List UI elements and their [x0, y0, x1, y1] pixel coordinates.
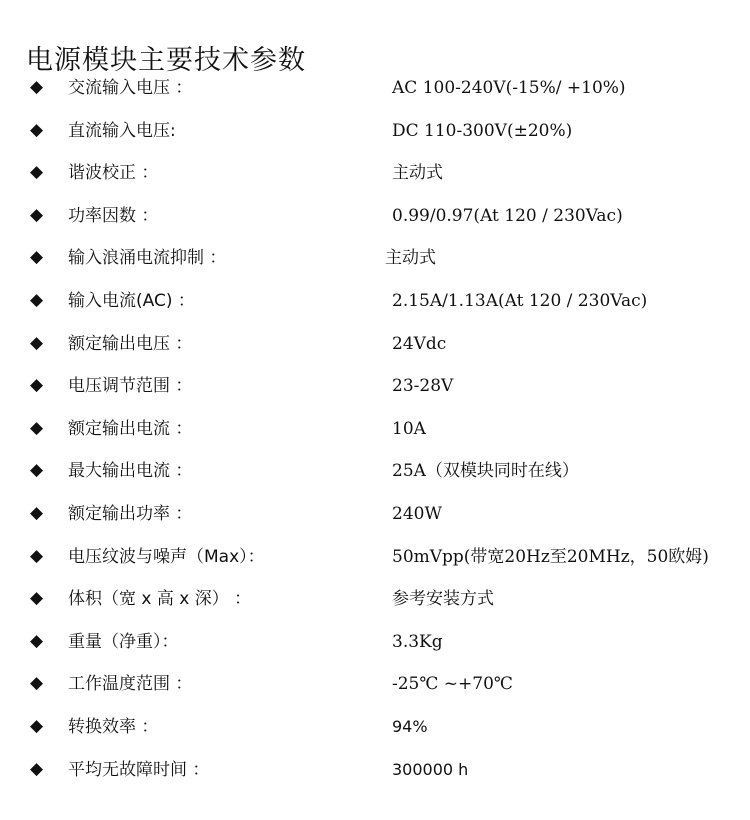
spec-label: 工作温度范围 ：	[68, 674, 193, 695]
diamond-bullet-icon: ◆	[30, 375, 44, 396]
spec-row	[0, 279, 750, 322]
spec-row	[0, 194, 750, 237]
spec-value: 主动式	[385, 248, 436, 269]
spec-label: 体积（宽 x 高 x 深） ：	[68, 589, 252, 610]
spec-value: 主动式	[392, 163, 443, 184]
spec-row	[0, 577, 750, 620]
diamond-bullet-icon: ◆	[30, 77, 44, 97]
spec-row	[0, 66, 750, 109]
spec-label: 电压调节范围 ：	[68, 376, 193, 397]
spec-label: 输入浪涌电流抑制 ：	[68, 248, 227, 269]
spec-value: AC 100-240V(-15%/ +10%)	[392, 78, 626, 98]
spec-row	[0, 748, 750, 791]
diamond-bullet-icon: ◆	[30, 630, 44, 651]
spec-label: 直流输入电压:	[68, 120, 176, 141]
page-title: 电源模块主要技术参数	[26, 45, 306, 77]
spec-value: 2.15A/1.13A(At 120 / 230Vac)	[392, 290, 648, 311]
spec-value: 25A（双模块同时在线）	[392, 461, 579, 482]
spec-value: 3.3Kg	[392, 631, 443, 652]
spec-value: 10A	[392, 418, 426, 439]
diamond-bullet-icon: ◆	[30, 715, 44, 736]
spec-label: 电压纹波与噪声（Max）：	[68, 546, 265, 567]
spec-label: 最大输出电流 ：	[68, 461, 193, 482]
spec-value: -25℃ ~+70℃	[392, 674, 513, 695]
spec-row	[0, 236, 750, 279]
diamond-bullet-icon: ◆	[30, 545, 44, 566]
spec-label: 额定输出电压 ：	[68, 333, 193, 354]
diamond-bullet-icon: ◆	[30, 247, 44, 268]
spec-value: DC 110-300V(±20%)	[392, 120, 573, 141]
spec-value: 94%	[392, 716, 428, 736]
spec-row	[0, 705, 750, 748]
spec-row	[0, 364, 750, 407]
spec-list	[0, 66, 750, 790]
spec-row	[0, 109, 750, 152]
diamond-bullet-icon: ◆	[30, 332, 44, 353]
spec-label: 交流输入电压 ：	[68, 78, 193, 98]
spec-row	[0, 662, 750, 705]
spec-label: 转换效率 ：	[68, 716, 159, 737]
diamond-bullet-icon: ◆	[30, 673, 44, 694]
spec-row	[0, 492, 750, 535]
diamond-bullet-icon: ◆	[30, 502, 44, 523]
spec-row	[0, 620, 750, 663]
diamond-bullet-icon: ◆	[30, 204, 44, 225]
spec-label: 额定输出电流 ：	[68, 418, 193, 439]
diamond-bullet-icon: ◆	[30, 460, 44, 481]
spec-value: 50mVpp(带宽20Hz至20MHz，50欧姆)	[392, 546, 709, 567]
spec-row	[0, 407, 750, 450]
spec-label: 功率因数 ：	[68, 205, 159, 226]
spec-value: 24Vdc	[392, 333, 447, 354]
spec-label: 谐波校正 ：	[68, 163, 159, 184]
spec-row	[0, 449, 750, 492]
spec-label: 平均无故障时间 ：	[68, 759, 210, 780]
spec-value: 300000 h	[392, 759, 469, 779]
diamond-bullet-icon: ◆	[30, 119, 44, 140]
spec-label: 额定输出功率 ：	[68, 503, 193, 524]
spec-label: 输入电流(AC) ：	[68, 290, 195, 311]
spec-row	[0, 535, 750, 578]
spec-value: 0.99/0.97(At 120 / 230Vac)	[392, 205, 623, 226]
spec-row	[0, 322, 750, 365]
spec-row	[0, 151, 750, 194]
spec-label: 重量（净重）：	[68, 631, 179, 652]
diamond-bullet-icon: ◆	[30, 758, 44, 779]
diamond-bullet-icon: ◆	[30, 588, 44, 609]
spec-value: 参考安装方式	[392, 589, 494, 610]
diamond-bullet-icon: ◆	[30, 289, 44, 310]
diamond-bullet-icon: ◆	[30, 417, 44, 438]
spec-value: 240W	[392, 503, 442, 524]
spec-value: 23-28V	[392, 376, 454, 397]
diamond-bullet-icon: ◆	[30, 162, 44, 183]
